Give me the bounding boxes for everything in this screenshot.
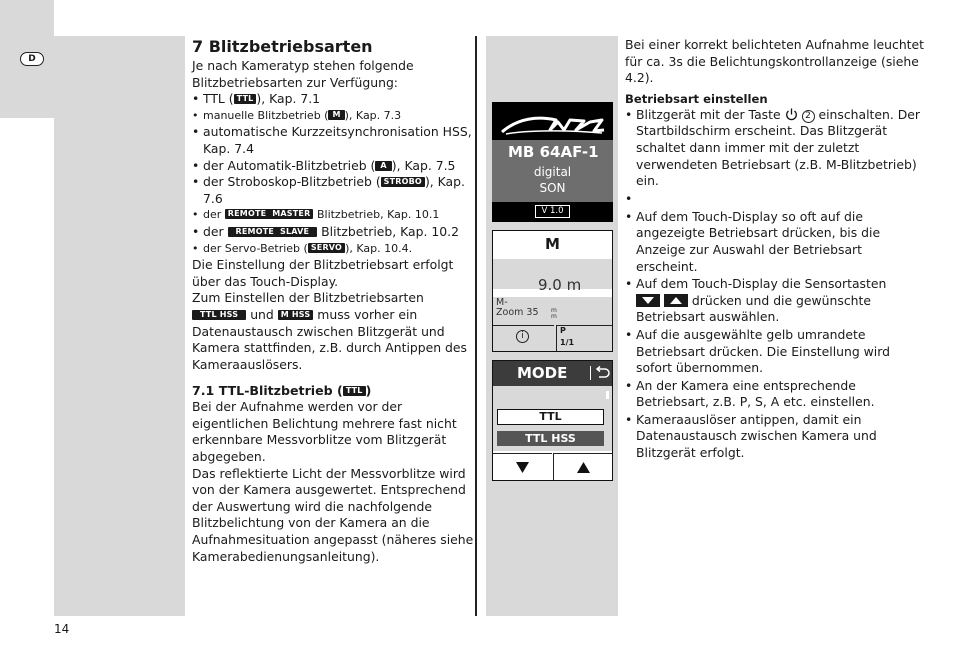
power-level-button[interactable]: [556, 325, 612, 351]
mode-title: MODE: [517, 364, 568, 382]
list-item: • Kameraauslöser antippen, damit ein Datenaustausch zwischen Kamera und Blitzgerät erfolgt.: [625, 412, 925, 462]
back-icon[interactable]: [594, 365, 610, 381]
chapter-title: 7 Blitzbetriebsarten: [192, 37, 373, 56]
version-label: V 1.0: [535, 205, 570, 218]
section-title: 7.1 TTL-Blitzbetrieb ( TTL ): [192, 383, 372, 399]
list-item: • manuelle Blitzbetrieb ( M ), Kap. 7.3: [192, 108, 475, 125]
left-column: [192, 37, 475, 565]
paragraph: Das reflektierte Licht der Messvorblitze wird von der Kamera ausgewertet. Entsprechend der Auswertung wird die nachfolgende Blitzbelichtung von der Kamera an die Aufnahmesituation angepasst (näheres siehe Kamerabedienungsanleitung).: [192, 465, 474, 564]
list-item: • der Automatik-Blitzbetrieb ( A ), Kap. 7.5: [192, 158, 475, 175]
model-panel: [492, 140, 613, 202]
power-label: P: [560, 326, 566, 335]
power-icon: [785, 108, 798, 121]
paragraph: Die Einstellung der Blitzbetriebsart erfolgt über das Touch-Display.: [192, 257, 454, 289]
info-icon: i: [516, 330, 529, 343]
left-margin-band: [54, 36, 185, 616]
list-item: • Auf die ausgewählte gelb umrandete Betriebsart drücken. Die Einstellung wird sofort übernommen.: [625, 327, 925, 377]
arrow-up-icon: [577, 462, 590, 473]
header-separator: [590, 366, 591, 380]
list-item: • Auf dem Touch-Display die Sensortasten drücken und die gewünschte Betriebsart auswählen.: [625, 276, 925, 326]
mode-button[interactable]: M: [545, 235, 560, 253]
model-subtitle: digital: [533, 165, 572, 179]
mode-select-screen: [492, 360, 613, 481]
spacer: [625, 191, 925, 208]
power-value: 1/1: [560, 338, 575, 347]
list-item: • automatische Kurzzeitsynchronisation HSS, Kap. 7.4: [192, 124, 475, 157]
mode-list: [192, 91, 475, 257]
mode-option[interactable]: TTL HSS: [497, 431, 604, 446]
list-item: • An der Kamera eine entsprechende Betriebsart, z.B. P, S, A etc. einstellen.: [625, 378, 925, 411]
subsection-title: Betriebsart einstellen: [625, 91, 768, 106]
paragraph: Bei der Aufnahme werden vor der eigentlichen Belichtung mehrere fast nicht erkennbare Messvorblitze vom Blitzgerät abgegeben.: [192, 399, 457, 465]
up-key-icon: [664, 294, 688, 307]
zoom-mode-label: M-: [496, 297, 508, 308]
page-number: 14: [54, 622, 70, 636]
list-item: • der REMOTE SLAVE Blitzbetrieb, Kap. 10.2: [192, 224, 475, 241]
zoom-unit: m m: [551, 307, 557, 320]
start-screen: [492, 102, 613, 222]
info-button[interactable]: [493, 325, 554, 351]
list-item: • der Servo-Betrieb ( SERVO ), Kap. 10.4.: [192, 241, 475, 258]
mode-option-selected[interactable]: TTL: [497, 409, 604, 425]
main-screen: [492, 230, 613, 352]
list-item: • TTL ( TTL ), Kap. 7.1: [192, 91, 475, 108]
paragraph: Zum Einstellen der Blitzbetriebsarten TTL HSS und M HSS muss vorher ein Datenaustausch zwischen Blitzgerät und Kamera stattfinden, z.B. durch Antippen des Kameraauslösers.: [192, 290, 468, 372]
language-badge: D: [20, 52, 44, 66]
scroll-down-button[interactable]: [493, 453, 552, 480]
right-column: [625, 37, 925, 463]
paragraph: Bei einer korrekt belichteten Aufnahme leuchtet für ca. 3s die Belichtungskontrollanzeige (siehe 4.2).: [625, 37, 925, 86]
zoom-value[interactable]: Zoom 35: [496, 307, 539, 318]
list-item: • der REMOTE MASTER Blitzbetrieb, Kap. 10.1: [192, 207, 475, 224]
column-divider: [475, 36, 477, 616]
system-name: SON: [539, 181, 566, 195]
arrow-down-icon: [516, 462, 529, 473]
list-item: • der Stroboskop-Blitzbetrieb ( STROBO ), Kap. 7.6: [192, 174, 475, 207]
distance-value: 9.0 m: [538, 276, 582, 294]
number-circle: 2: [802, 110, 815, 123]
mode-header: [493, 361, 612, 386]
list-item: • Auf dem Touch-Display so oft auf die angezeigte Betriebsart drücken, bis die Anzeige zur Auswahl der Betriebsart erscheint.: [625, 209, 925, 275]
list-item: • Blitzgerät mit der Taste 2 einschalten. Der Startbildschirm erscheint. Das Blitzgerät schaltet dann immer mit der zuletzt verwendeten Betriebsart (z.B. M-Blitzbetrieb) ein.: [625, 107, 925, 190]
intro-text: Je nach Kameratyp stehen folgende Blitzbetriebsarten zur Verfügung:: [192, 58, 414, 90]
steps-list: [625, 107, 925, 462]
metz-logo: [498, 108, 607, 138]
scroll-up-button[interactable]: [553, 453, 612, 480]
scroll-indicator: [606, 391, 609, 399]
down-key-icon: [636, 294, 660, 307]
model-name: MB 64AF-1: [508, 143, 599, 161]
